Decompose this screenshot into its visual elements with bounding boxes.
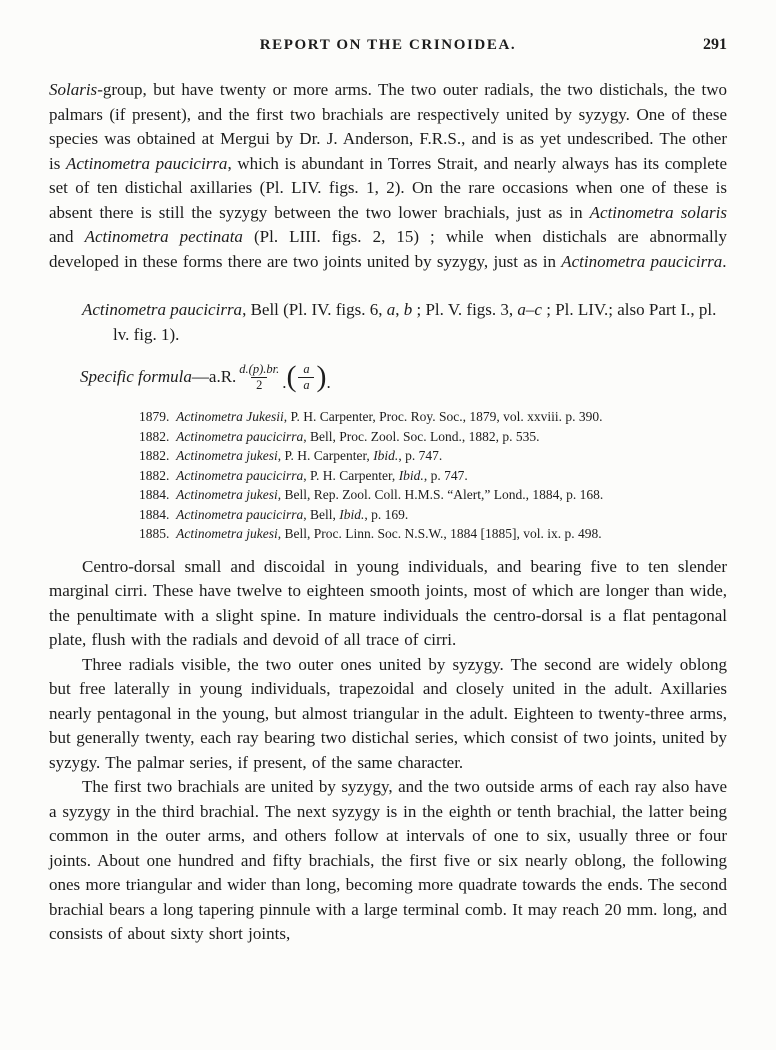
fraction-numerator: a [303,362,310,377]
formula-main-fraction [238,362,280,392]
formula-paren-fraction [298,362,314,392]
species-heading: Actinometra paucicirra, Bell (Pl. IV. figs. 6, a, b ; Pl. V. figs. 3, a–c ; Pl. LIV.; also Part I., pl. lv. fig. 1). [82,300,717,344]
formula-separator: . [282,373,287,392]
synonymy-entry: 1884. Actinometra paucicirra, Bell, Ibid., p. 169. [139,506,409,522]
specific-formula [80,357,727,397]
intro-paragraph: Solaris-group, but have twenty or more arms. The two outer radials, the two distichals, the two palmars (if present), and the first two brachials are respectively united by syzygy. One of these species was obtained at Mergui by Dr. J. Anderson, F.R.S., and is as yet undescribed. The other is Actinometra paucicirra, which is abundant in Torres Strait, and nearly always has its complete set of ten distichal axillaries (Pl. LIV. figs. 1, 2). On the rare occasions when one of these is absent there is still the syzygy between the two lower brachials, just as in Actinometra solaris and Actinometra pectinata (Pl. LIII. figs. 2, 15) ; while when distichals are abnormally developed in these forms there are two joints united by syzygy, just as in Actinometra paucicirra. [49,80,728,271]
fraction-denominator: 2 [251,377,267,392]
synonymy-entry: 1882. Actinometra paucicirra, P. H. Carpenter, Ibid., p. 747. [139,467,468,483]
page-number: 291 [703,36,727,53]
synonymy-entry: 1882. Actinometra paucicirra, Bell, Proc. Zool. Soc. Lond., 1882, p. 535. [139,428,540,444]
open-paren: ( [286,360,297,393]
running-title: REPORT ON THE CRINOIDEA. [259,37,517,53]
formula-label: Specific formula [80,367,192,386]
synonymy-entry: 1885. Actinometra jukesi, Bell, Proc. Linn. Soc. N.S.W., 1884 [1885], vol. ix. p. 498. [139,526,602,541]
fraction-numerator: d.(p).br. [239,362,280,377]
synonymy-entry: 1884. Actinometra jukesi, Bell, Rep. Zool. Coll. H.M.S. “Alert,” Lond., 1884, p. 168. [139,487,604,502]
synonymy-entry: 1879. Actinometra Jukesii, P. H. Carpenter, Proc. Roy. Soc., 1879, vol. xxviii. p. 390. [139,409,603,424]
formula-lead: a.R. [208,367,237,386]
close-paren: ) [316,360,327,393]
body-paragraph-2: Three radials visible, the two outer ones united by syzygy. The second are widely oblong but free laterally in young individuals, trapezoidal and closely united in the adult. Axillaries nearly pentagonal in the young, but almost triangular in the adult. Eighteen to twenty-three arms, but generally twenty, each ray bearing two distichal series, which consist of two joints, united by syzygy. The palmar series, if present, of the same character. [49,654,727,772]
synonymy-entry: 1882. Actinometra jukesi, P. H. Carpenter, Ibid., p. 747. [139,448,443,463]
formula-dash: — [191,367,209,386]
synonymy-list [139,407,727,544]
page-header [49,36,727,56]
body-paragraph-3: The first two brachials are united by syzygy, and the two outside arms of each ray also have a syzygy in the third brachial. The next syzygy is in the eighth or tenth brachial, the latter being common in the outer arms, and others follow at intervals of one to six, usually three or four joints. About one hundred and fifty brachials, the first five or six nearly oblong, the following ones more triangular and wider than long, becoming more quadrate towards the ends. The second brachial bears a long tapering pinnule with a large terminal comb. It may reach 20 mm. long, and consists of about sixty short joints, [49,777,727,943]
formula-period: . [326,373,331,392]
body-paragraph-1: Centro-dorsal small and discoidal in young individuals, and bearing five to ten slender marginal cirri. These have twelve to eighteen smooth joints, most of which are longer than wide, the penultimate with a slight spine. In mature individuals the centro-dorsal is a flat pentagonal plate, flush with the radials and devoid of all trace of cirri. [49,556,727,649]
fraction-denominator: a [298,377,314,392]
